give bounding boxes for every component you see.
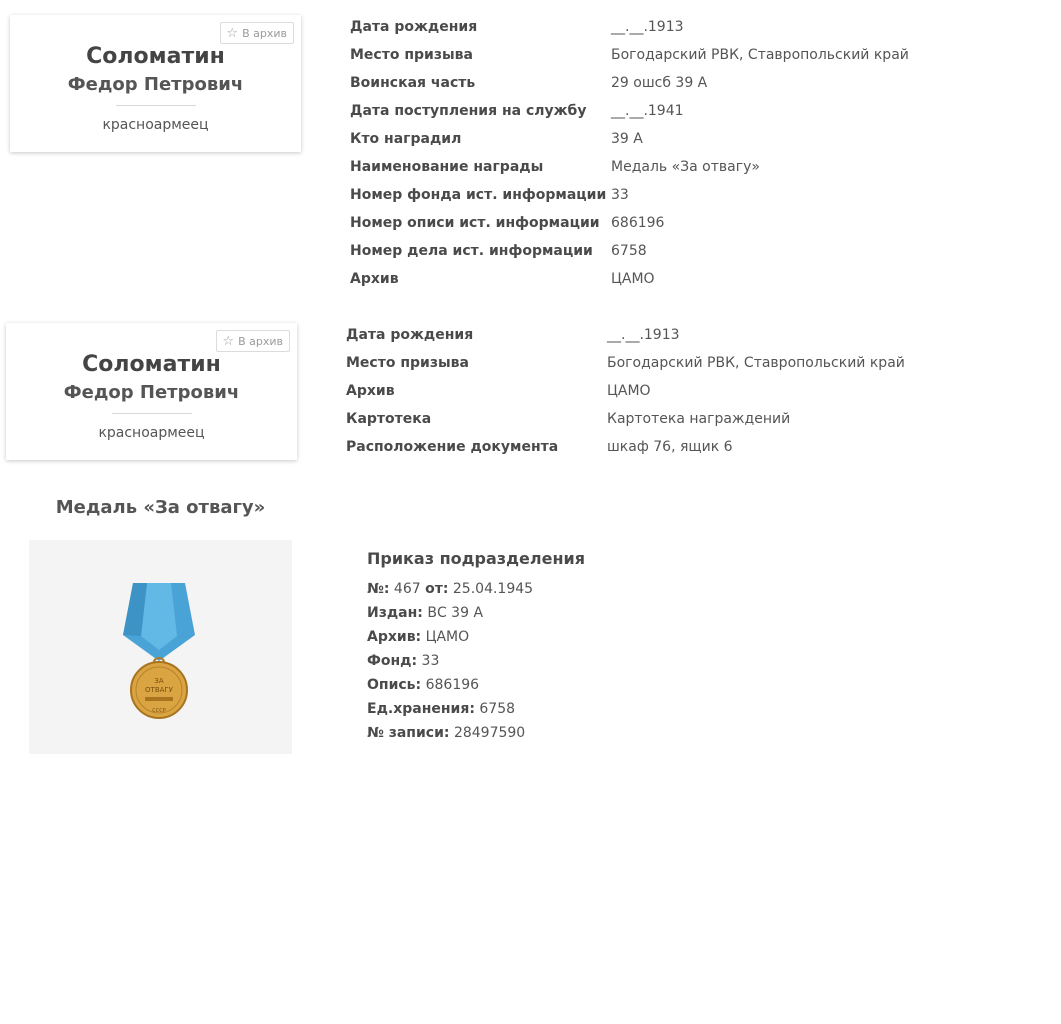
detail-value: 686196 xyxy=(611,215,665,231)
order-opis-label: Опись: xyxy=(367,677,422,693)
detail-row xyxy=(346,349,905,377)
order-fond-line xyxy=(367,649,585,673)
detail-label: Дата поступления на службу xyxy=(350,103,587,119)
detail-label: Место призыва xyxy=(350,47,473,63)
order-opis-value: 686196 xyxy=(425,677,480,693)
person-card xyxy=(6,323,297,460)
medal-inscription-1: ЗА xyxy=(154,677,164,685)
order-archive-line xyxy=(367,625,585,649)
medal-inscription-2: ОТВАГУ xyxy=(145,686,173,694)
archive-button-label: В архив xyxy=(238,334,283,348)
star-icon: ☆ xyxy=(222,333,235,349)
medal-tank xyxy=(145,697,173,701)
detail-label: Картотека xyxy=(346,411,432,427)
detail-value: 33 xyxy=(611,187,629,203)
detail-label: Расположение документа xyxy=(346,439,559,455)
record-details xyxy=(350,13,909,293)
order-number-value: 467 xyxy=(393,581,421,597)
detail-label: Архив xyxy=(350,271,399,287)
detail-row xyxy=(346,377,905,405)
order-unit-line xyxy=(367,697,585,721)
person-rank: красноармеец xyxy=(98,425,205,441)
detail-label: Наименование награды xyxy=(350,159,544,175)
order-record-label: № записи: xyxy=(367,725,450,741)
detail-row xyxy=(346,433,905,461)
detail-label: Дата рождения xyxy=(350,19,478,35)
detail-value: __.__.1941 xyxy=(611,103,684,119)
detail-label: Дата рождения xyxy=(346,327,474,343)
card-divider xyxy=(116,105,196,106)
detail-row xyxy=(350,97,909,125)
person-card xyxy=(10,15,301,152)
person-given-names: Федор Петрович xyxy=(67,74,244,95)
medal-image[interactable] xyxy=(29,540,292,754)
order-record-line xyxy=(367,721,585,745)
person-rank: красноармеец xyxy=(102,117,209,133)
detail-row xyxy=(350,265,909,293)
detail-label: Архив xyxy=(346,383,395,399)
order-fond-label: Фонд: xyxy=(367,653,418,669)
detail-row xyxy=(350,125,909,153)
person-surname: Соломатин xyxy=(82,352,221,377)
detail-row xyxy=(350,153,909,181)
detail-row xyxy=(350,209,909,237)
detail-row xyxy=(346,405,905,433)
order-archive-label: Архив: xyxy=(367,629,422,645)
detail-value: 39 А xyxy=(611,131,643,147)
detail-value: Богодарский РВК, Ставропольский край xyxy=(611,47,909,63)
order-number-line xyxy=(367,577,585,601)
order-opis-line xyxy=(367,673,585,697)
order-issued-line xyxy=(367,601,585,625)
record-details xyxy=(346,321,905,461)
order-unit-value: 6758 xyxy=(479,701,516,717)
detail-label: Номер фонда ист. информации xyxy=(350,187,607,203)
order-title: Приказ подразделения xyxy=(367,549,585,568)
order-date-value: 25.04.1945 xyxy=(452,581,534,597)
detail-value: ЦАМО xyxy=(607,383,651,399)
detail-row xyxy=(350,237,909,265)
detail-row xyxy=(350,181,909,209)
detail-value: ЦАМО xyxy=(611,271,655,287)
detail-row xyxy=(350,41,909,69)
detail-value: __.__.1913 xyxy=(611,19,684,35)
order-unit-label: Ед.хранения: xyxy=(367,701,475,717)
order-issued-value: ВС 39 А xyxy=(427,605,484,621)
person-surname: Соломатин xyxy=(86,44,225,69)
detail-label: Номер дела ист. информации xyxy=(350,243,593,259)
order-fond-value: 33 xyxy=(421,653,440,669)
detail-value: 6758 xyxy=(611,243,647,259)
detail-value: 29 ошсб 39 А xyxy=(611,75,708,91)
star-icon: ☆ xyxy=(226,25,239,41)
award-title: Медаль «За отвагу» xyxy=(55,497,266,518)
detail-value: Картотека награждений xyxy=(607,411,791,427)
detail-label: Кто наградил xyxy=(350,131,462,147)
order-issued-label: Издан: xyxy=(367,605,423,621)
ribbon-stripe xyxy=(141,583,177,650)
detail-value: Медаль «За отвагу» xyxy=(611,159,760,175)
detail-value: Богодарский РВК, Ставропольский край xyxy=(607,355,905,371)
person-given-names: Федор Петрович xyxy=(63,382,240,403)
card-divider xyxy=(112,413,192,414)
detail-row xyxy=(350,69,909,97)
order-date-label: от: xyxy=(425,581,449,597)
detail-label: Воинская часть xyxy=(350,75,476,91)
order-number-label: №: xyxy=(367,581,390,597)
detail-value: __.__.1913 xyxy=(607,327,680,343)
archive-button-label: В архив xyxy=(242,26,287,40)
detail-value: шкаф 76, ящик 6 xyxy=(607,439,733,455)
detail-label: Номер описи ист. информации xyxy=(350,215,600,231)
order-record-value: 28497590 xyxy=(453,725,526,741)
medal-inscription-3: СССР xyxy=(152,708,166,714)
detail-row xyxy=(350,13,909,41)
medal-icon xyxy=(29,540,292,754)
detail-row xyxy=(346,321,905,349)
detail-label: Место призыва xyxy=(346,355,469,371)
add-to-archive-button[interactable] xyxy=(220,22,294,44)
order-archive-value: ЦАМО xyxy=(425,629,470,645)
add-to-archive-button[interactable] xyxy=(216,330,290,352)
order-details xyxy=(367,547,585,745)
